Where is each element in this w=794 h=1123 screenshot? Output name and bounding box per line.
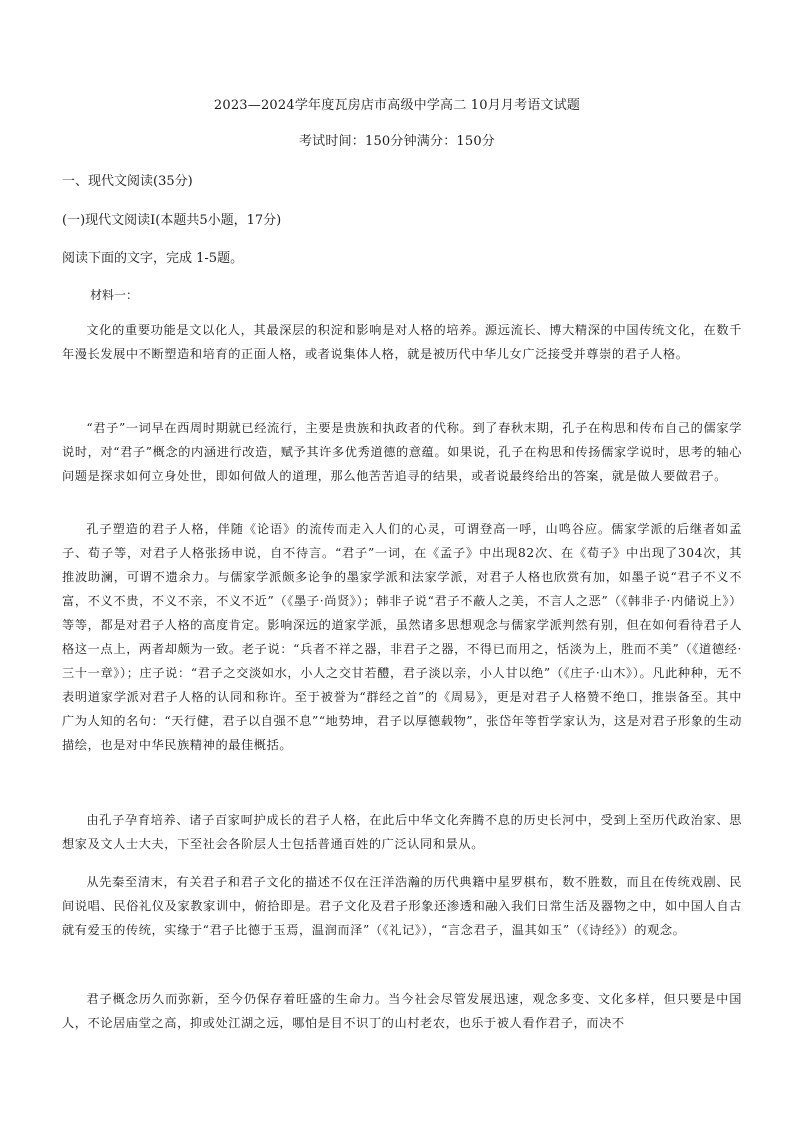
instruction-text: 阅读下面的文字，完成 1-5题。 <box>62 251 244 266</box>
section-heading: 一、现代文阅读(35分) <box>62 174 193 189</box>
subsection-heading: (一)现代文阅读Ⅰ(本题共5小题，17分) <box>62 213 282 228</box>
paragraph: 君子概念历久而弥新，至今仍保存着旺盛的生命力。当今社会尽管发展迅速，观念多变、文化多样，但只要是中国人，不论居庙堂之高，抑或处江湖之远，哪怕是目不识丁的山村老农，也乐于被人看作君子，而决不 <box>62 992 742 1030</box>
paragraph: “君子”一词早在西周时期就已经流行，主要是贵族和执政者的代称。到了春秋末期，孔子在构思和传布自己的儒家学说时，对“君子”概念的内涵进行改造，赋予其许多优秀道德的意蕴。如果说，孔子在构思和传扬儒家学说时，思考的轴心问题是探求如何立身处世，即如何做人的道理，那么他苦苦追寻的结果，或者说最终给出的答案，就是做人要做君子。 <box>62 421 742 483</box>
paragraph: 孔子塑造的君子人格，伴随《论语》的流传而走入人们的心灵，可谓登高一呼，山鸣谷应。儒家学派的后继者如孟子、荀子等，对君子人格张扬申说，自不待言。“君子”一词，在《孟子》中出现82次、在《荀子》中出现了304次，其推波助澜，可谓不遗余力。与儒家学派颇多论争的墨家学派和法家学派，对君子人格也欣赏有加，如墨子说“君子不义不富，不义不贵，不义不亲，不义不近”（《墨子·尚贤》）；韩非子说“君子不蔽人之美，不言人之恶”（《韩非子·内储说上》）等等，都是对君子人格的高度肯定。影响深远的道家学派，虽然诸多思想观念与儒家学派判然有别，但在如何看待君子人格这一点上，两者却颇为一致。老子说：“兵者不祥之器，非君子之器，不得已而用之，恬淡为上，胜而不美”（《道德经·三十一章》）；庄子说：“君子之交淡如水，小人之交甘若醴，君子淡以亲，小人甘以绝”（《庄子·山木》）。凡此种种，无不表明道家学派对君子人格的认同和称许。至于被誉为“群经之首”的《周易》，更是对君子人格赞不绝口，推崇备至。其中广为人知的名句：“天行健，君子以自强不息”“地势坤，君子以厚德载物”，张岱年等哲学家认为，这是对君子形象的生动描绘，也是对中华民族精神的最佳概括。 <box>62 522 742 752</box>
exam-subtitle: 考试时间：150分钟满分：150分 <box>298 134 496 149</box>
material-label: 材料一： <box>90 288 139 302</box>
exam-title: 2023—2024学年度瓦房店市高级中学高二 10月月考语文试题 <box>213 98 581 113</box>
paragraph: 文化的重要功能是文以化人，其最深层的积淀和影响是对人格的培养。源远流长、博大精深的中国传统文化，在数千年漫长发展中不断塑造和培育的正面人格，或者说集体人格，就是被历代中华儿女广泛接受并尊崇的君子人格。 <box>62 323 742 361</box>
paragraph: 由孔子孕育培养、诸子百家呵护成长的君子人格，在此后中华文化奔腾不息的历史长河中，受到上至历代政治家、思想家及文人士大夫，下至社会各阶层人士包括普通百姓的广泛认同和景从。 <box>62 813 742 851</box>
paragraph: 从先秦至清末，有关君子和君子文化的描述不仅在汪洋浩瀚的历代典籍中星罗棋布，数不胜数，而且在传统戏剧、民间说唱、民俗礼仪及家教家训中，俯拾即是。君子文化及君子形象还渗透和融入我们日常生活及器物之中，如中国人自古就有爱玉的传统，实缘于“君子比德于玉焉，温润而泽”（《礼记》），“言念君子，温其如玉”（《诗经》）的观念。 <box>62 875 742 937</box>
